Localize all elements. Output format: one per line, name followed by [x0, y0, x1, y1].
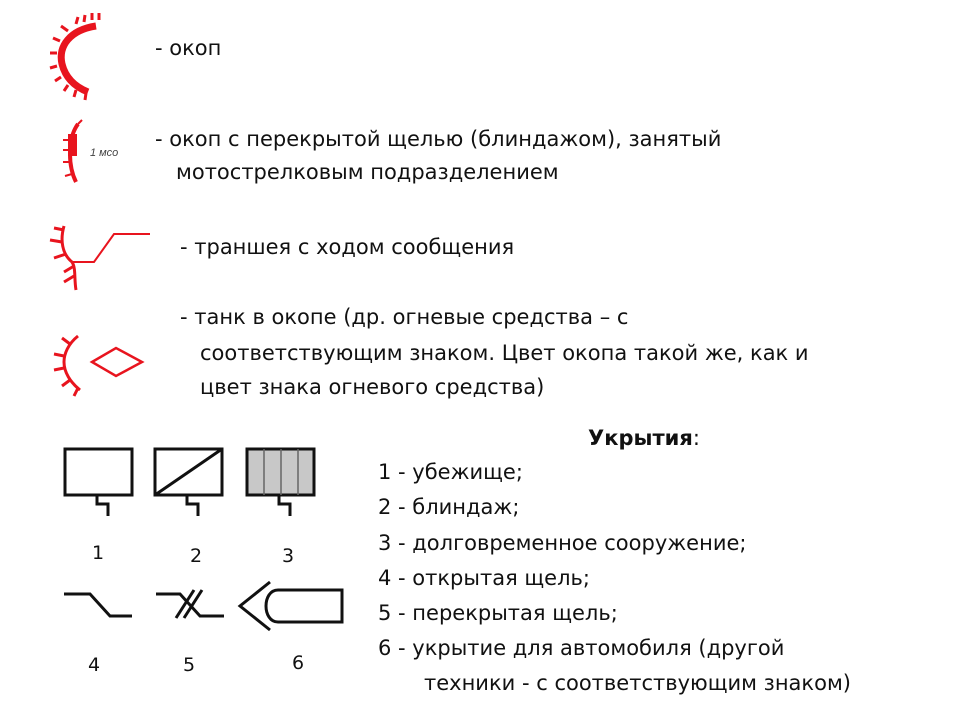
trench-passage-icon	[44, 220, 154, 295]
shelter-item-4: 4 - открытая щель;	[378, 566, 590, 590]
vehicle-shelter-icon	[232, 576, 352, 636]
shelter-number-4: 4	[88, 654, 101, 676]
shelter-item-3: 3 - долговременное сооружение;	[378, 531, 747, 555]
shelter-number-3: 3	[282, 545, 295, 567]
legend-tank-line3: цвет знака огневого средства)	[200, 375, 545, 399]
unit-label: 1 мсо	[90, 147, 119, 159]
shelters-title	[588, 423, 700, 453]
shelter-item-6: 6 - укрытие для автомобиля (другой	[378, 636, 785, 660]
shelter-number-5: 5	[183, 654, 196, 676]
legend-tank-line2: соответствующим знаком. Цвет окопа такой же, как и	[200, 341, 809, 365]
shelter-number-6: 6	[292, 652, 305, 674]
shelter-number-1: 1	[92, 542, 105, 564]
shelters-title-text: Укрытия	[588, 426, 693, 450]
shelter-item-5: 5 - перекрытая щель;	[378, 601, 618, 625]
open-slit-icon	[60, 588, 140, 628]
tank-in-trench-icon	[50, 328, 150, 398]
dugout-icon	[150, 444, 230, 524]
shelter-icon	[60, 444, 140, 524]
legend-trench-text: - окоп	[155, 36, 222, 60]
shelter-number-2: 2	[190, 545, 203, 567]
shelter-item-2: 2 - блиндаж;	[378, 495, 520, 519]
legend-tank-line1: - танк в окопе (др. огневые средства – с	[180, 305, 629, 329]
shelter-item-1: 1 - убежище;	[378, 460, 523, 484]
shelter-item-6-continued: техники - с соответствующим знаком)	[424, 671, 851, 695]
legend-covered-slit-line1: - окоп с перекрытой щелью (блиндажом), занятый	[155, 127, 722, 151]
legend-trench-passage-text: - траншея с ходом сообщения	[180, 235, 515, 259]
covered-slit-trench-icon	[60, 118, 90, 188]
legend-covered-slit-line2: мотострелковым подразделением	[176, 160, 559, 184]
trench-icon	[48, 12, 108, 102]
permanent-structure-icon	[242, 444, 322, 524]
shelters-title-colon: :	[692, 426, 700, 450]
covered-slit-icon	[152, 588, 232, 628]
